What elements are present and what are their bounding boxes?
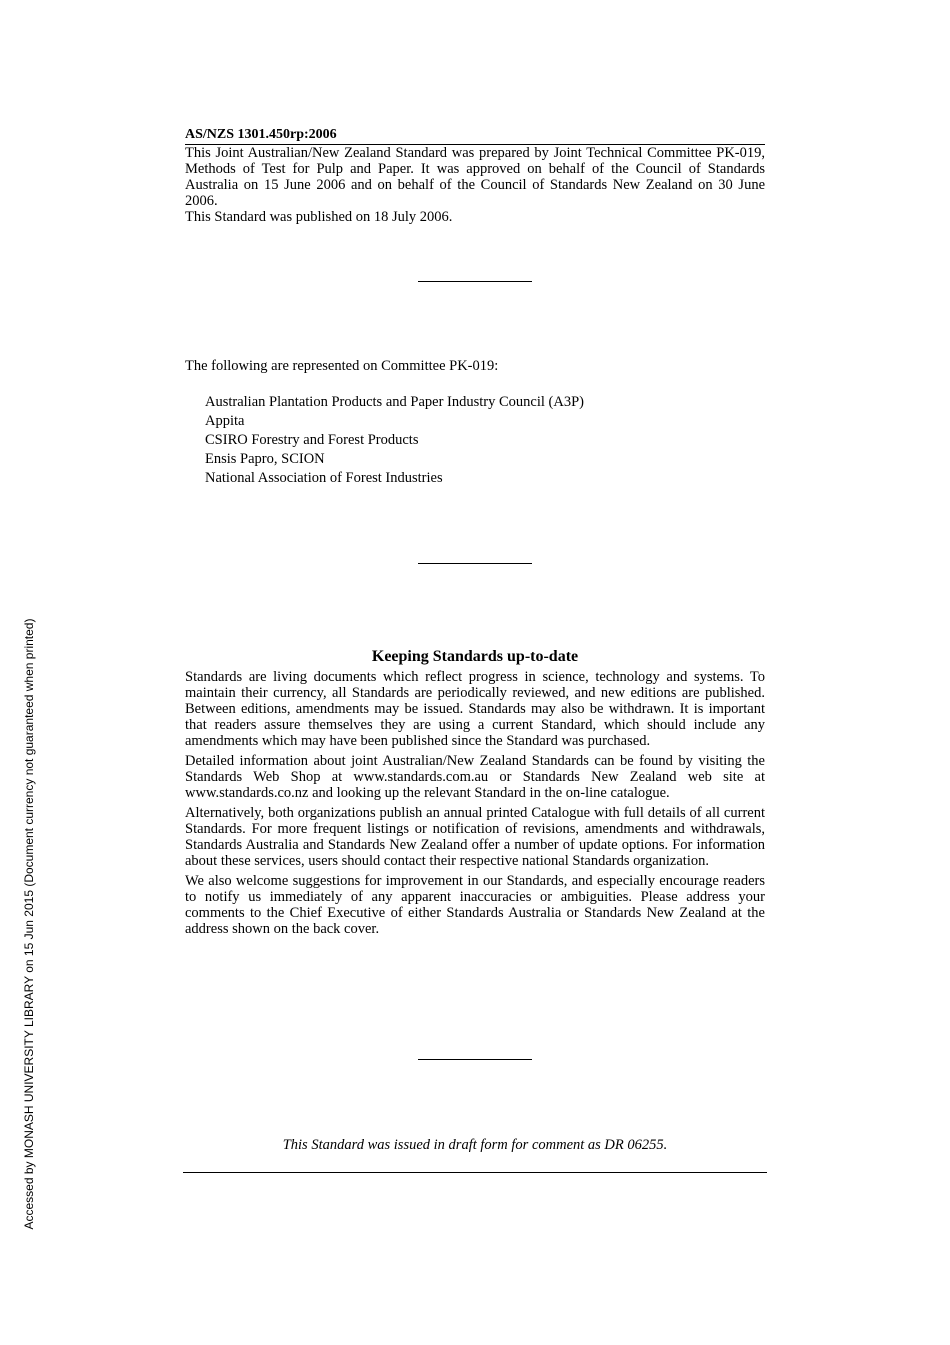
- keeping-standards-body: [185, 669, 765, 941]
- document-id: AS/NZS 1301.450rp:2006: [185, 127, 765, 145]
- preparation-statement: [185, 145, 765, 225]
- committee-member: CSIRO Forestry and Forest Products: [205, 432, 419, 448]
- body-paragraph: We also welcome suggestions for improvement in our Standards, and especially encourage readers to notify us immediately of any apparent inaccuracies or ambiguities. Please address your comments to the Chief Executive of either Standards Australia or Standards New Zealand at the address shown on the back cover.: [185, 873, 765, 937]
- publication-date-line: This Standard was published on 18 July 2006.: [185, 209, 453, 225]
- section-divider: [418, 563, 532, 564]
- committee-member: National Association of Forest Industries: [205, 470, 443, 486]
- keeping-standards-heading: Keeping Standards up-to-date: [371, 648, 579, 665]
- committee-member: Australian Plantation Products and Paper Industry Council (A3P): [205, 394, 584, 410]
- committee-member: Ensis Papro, SCION: [205, 451, 325, 467]
- committee-member: Appita: [205, 413, 245, 429]
- body-paragraph: Standards are living documents which reflect progress in science, technology and systems. To maintain their currency, all Standards are periodically reviewed, and new editions are published. Between editions, amendments may be issued. Standards may also be withdrawn. It is important that readers assure themselves they are using a current Standard, which should include any amendments which may have been published since the Standard was purchased.: [185, 669, 765, 749]
- section-divider: [418, 281, 532, 282]
- committee-member-list: [205, 393, 584, 488]
- draft-comment-note: This Standard was issued in draft form for comment as DR 06255.: [282, 1137, 668, 1153]
- body-paragraph: Alternatively, both organizations publish an annual printed Catalogue with full details of all current Standards. For more frequent listings or notification of revisions, amendments and withdrawals, Standards Australia and Standards New Zealand offer a number of update options. For information about these services, users should contact their respective national Standards organization.: [185, 805, 765, 869]
- footer-rule: [183, 1172, 767, 1173]
- access-watermark: Accessed by MONASH UNIVERSITY LIBRARY on 15 Jun 2015 (Document currency not guaranteed when printed): [22, 618, 36, 1230]
- body-paragraph: Detailed information about joint Australian/New Zealand Standards can be found by visiting the Standards Web Shop at www.standards.com.au or Standards New Zealand web site at www.standards.co.nz and looking up the relevant Standard in the on-line catalogue.: [185, 753, 765, 801]
- preparation-paragraph: This Joint Australian/New Zealand Standard was prepared by Joint Technical Committee PK-019, Methods of Test for Pulp and Paper. It was approved on behalf of the Council of Standards Australia on 15 June 2006 and on behalf of the Council of Standards New Zealand on 30 June 2006.: [185, 145, 765, 209]
- section-divider: [418, 1059, 532, 1060]
- committee-intro: The following are represented on Committee PK-019:: [185, 358, 499, 374]
